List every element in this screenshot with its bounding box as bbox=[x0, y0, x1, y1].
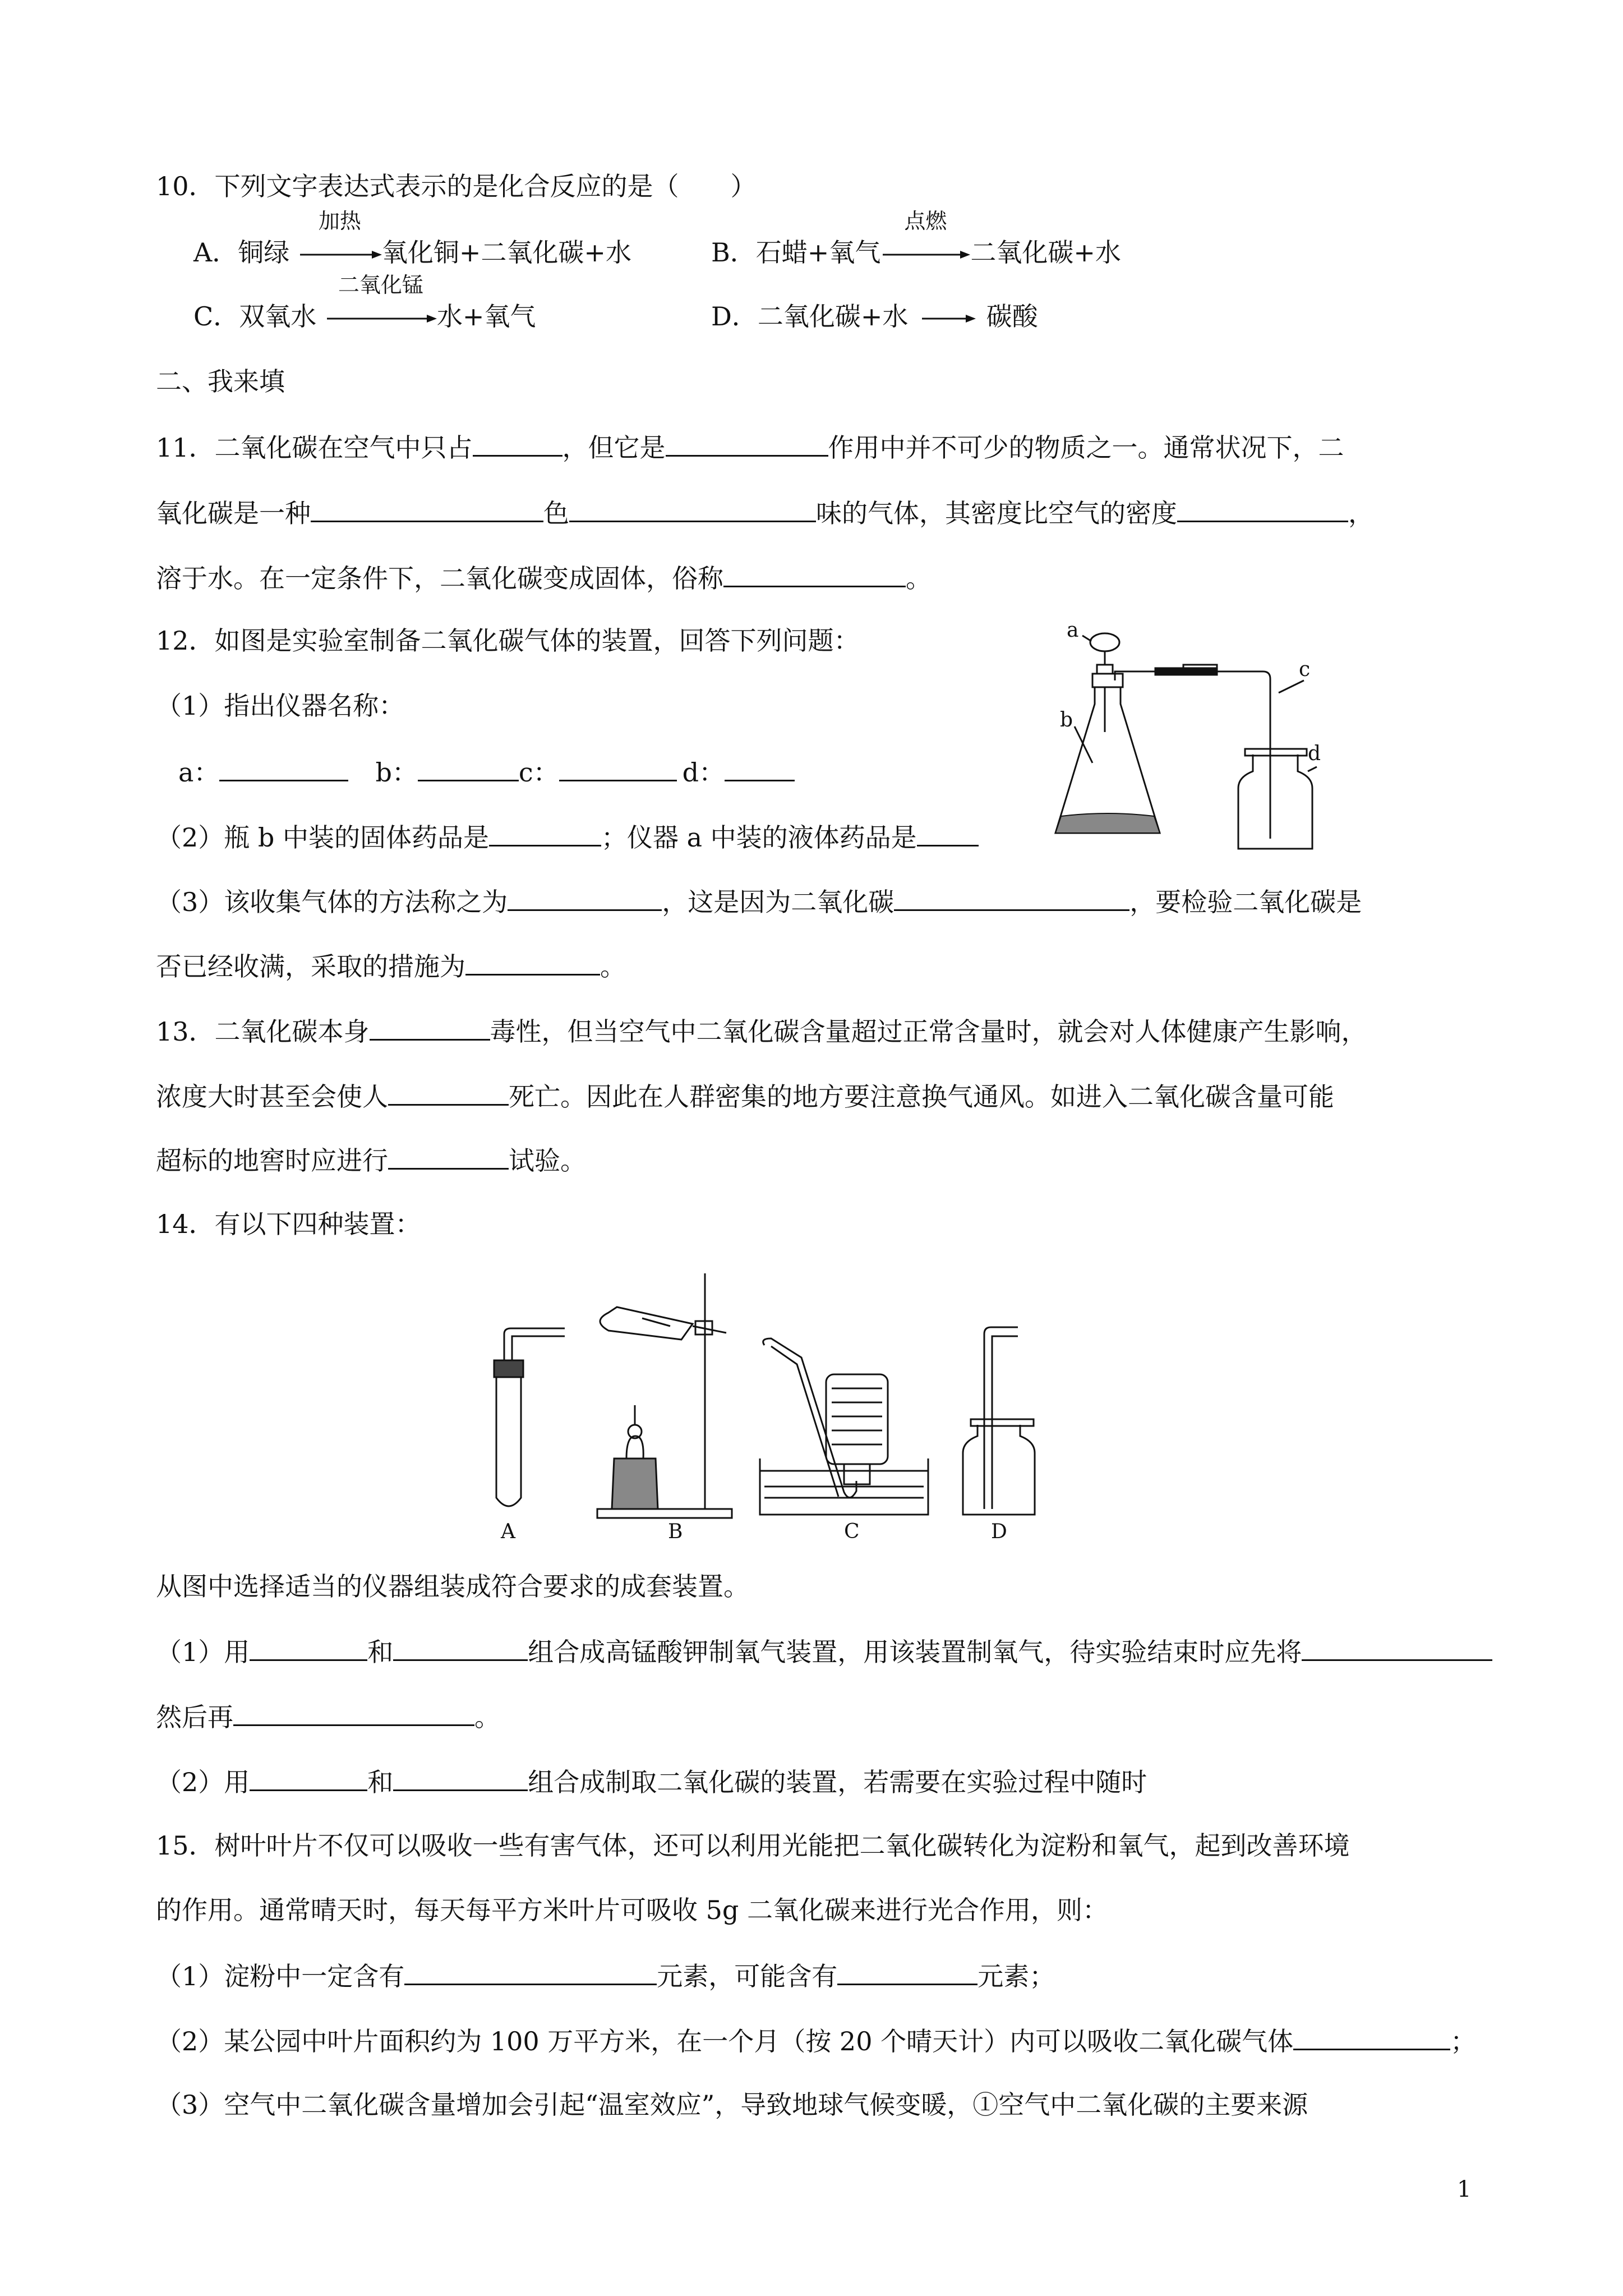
q14-text: 和 bbox=[367, 1637, 394, 1667]
q12-text: 。 bbox=[600, 951, 626, 982]
answer-blank[interactable] bbox=[393, 1634, 528, 1661]
q10-option-b bbox=[711, 209, 1121, 269]
answer-blank[interactable] bbox=[1177, 495, 1348, 522]
q14-part1 bbox=[156, 1634, 1492, 1667]
q12-part3-cont bbox=[156, 948, 626, 982]
q11-text: 作用中并不可少的物质之一。通常状况下，二 bbox=[828, 432, 1344, 463]
answer-blank[interactable] bbox=[1302, 1634, 1492, 1661]
answer-blank[interactable] bbox=[311, 495, 543, 522]
q15-text: 元素； bbox=[978, 1961, 1055, 1991]
q12-text: ，这是因为二氧化碳 bbox=[662, 887, 895, 917]
q11-line1 bbox=[156, 429, 1344, 463]
q14-text: （1）用 bbox=[156, 1637, 250, 1667]
answer-blank[interactable] bbox=[559, 754, 677, 781]
q14-text: 和 bbox=[367, 1767, 394, 1797]
q15-text: 元素，可能含有 bbox=[657, 1961, 838, 1991]
q12-text: （2）瓶 b 中装的固体药品是 bbox=[156, 822, 489, 853]
label-d: D bbox=[991, 1520, 1007, 1543]
q10-c-condition: 二氧化锰 bbox=[338, 273, 423, 297]
label-a: A bbox=[501, 1520, 515, 1543]
q15-text: （1）淀粉中一定含有 bbox=[156, 1961, 405, 1991]
answer-blank[interactable] bbox=[418, 754, 519, 781]
q13-line3 bbox=[156, 1142, 586, 1176]
answer-blank[interactable] bbox=[219, 754, 348, 781]
q10-a-product: 氧化铜+二氧化碳+水 bbox=[381, 237, 631, 268]
answer-blank[interactable] bbox=[388, 1142, 509, 1170]
label-d: d bbox=[1308, 742, 1321, 765]
answer-blank[interactable] bbox=[404, 1958, 657, 1985]
q10-option-c bbox=[193, 273, 536, 333]
answer-blank[interactable] bbox=[233, 1699, 474, 1726]
q13-text: 试验。 bbox=[509, 1145, 586, 1176]
q12-text: ，要检验二氧化碳是 bbox=[1129, 887, 1362, 917]
page-number: 1 bbox=[1457, 2177, 1472, 2202]
reaction-arrow bbox=[298, 209, 382, 269]
q11-text: 。 bbox=[906, 563, 932, 593]
answer-blank[interactable] bbox=[370, 1013, 490, 1041]
q14-part2 bbox=[156, 1764, 1147, 1797]
q12-label: a： bbox=[178, 757, 220, 788]
q14-stem: 14．有以下四种装置： bbox=[156, 1209, 421, 1239]
co2-apparatus-figure bbox=[1021, 620, 1335, 867]
label-c: C bbox=[844, 1520, 860, 1543]
q11-text: ， bbox=[1348, 498, 1374, 528]
q14-text: 。 bbox=[474, 1702, 500, 1732]
q11-text: ，但它是 bbox=[562, 432, 666, 463]
label-c: c bbox=[1299, 658, 1311, 681]
arrow-icon bbox=[880, 249, 970, 260]
q12-part2 bbox=[156, 819, 979, 853]
q13-text: 毒性，但当空气中二氧化碳含量超过正常含量时，就会对人体健康产生影响， bbox=[490, 1016, 1367, 1047]
funnel-bulb bbox=[1090, 633, 1119, 651]
q12-text: （3）该收集气体的方法称之为 bbox=[156, 887, 508, 917]
q12-label: b： bbox=[375, 757, 418, 788]
answer-blank[interactable] bbox=[569, 495, 816, 522]
answer-blank[interactable] bbox=[250, 1634, 367, 1661]
q10-d-product: 碳酸 bbox=[986, 301, 1038, 332]
q13-text: 浓度大时甚至会使人 bbox=[156, 1082, 388, 1112]
q11-text: 色 bbox=[543, 498, 569, 528]
q12-part3 bbox=[156, 884, 1362, 917]
q14-text: 组合成高锰酸钾制氧气装置，用该装置制氧气，待实验结束时应先将 bbox=[528, 1637, 1302, 1667]
q10-b-condition: 点燃 bbox=[904, 209, 947, 233]
q10-b-label: B．石蜡+氧气 bbox=[711, 237, 881, 268]
answer-blank[interactable] bbox=[508, 884, 662, 911]
q14-text: 组合成制取二氧化碳的装置，若需要在实验过程中随时 bbox=[528, 1767, 1147, 1797]
q15-text: （2）某公园中叶片面积约为 100 万平方米，在一个月（按 20 个晴天计）内可以吸收二氧化碳气体 bbox=[156, 2026, 1294, 2056]
q11-text: 11．二氧化碳在空气中只占 bbox=[156, 432, 473, 463]
q12-names bbox=[178, 754, 795, 788]
q15-line2: 的作用。通常晴天时，每天每平方米叶片可吸收 5g 二氧化碳来进行光合作用，则： bbox=[156, 1895, 1108, 1925]
q15-line1: 15．树叶叶片不仅可以吸收一些有害气体，还可以利用光能把二氧化碳转化为淀粉和氧气，起到改善环境 bbox=[156, 1830, 1350, 1861]
q11-text: 氧化碳是一种 bbox=[156, 498, 311, 528]
four-apparatus-figure bbox=[479, 1268, 1152, 1548]
q13-line1 bbox=[156, 1013, 1367, 1047]
q14-part1-cont bbox=[156, 1699, 500, 1732]
q15-text: ； bbox=[1450, 2026, 1477, 2056]
q14-text: （2）用 bbox=[156, 1767, 250, 1797]
q12-label: d： bbox=[682, 757, 725, 788]
q11-text: 溶于水。在一定条件下，二氧化碳变成固体，俗称 bbox=[156, 563, 723, 593]
q10-a-label: A．铜绿 bbox=[193, 237, 290, 268]
answer-blank[interactable] bbox=[388, 1078, 509, 1106]
q14-intro: 从图中选择适当的仪器组装成符合要求的成套装置。 bbox=[156, 1571, 749, 1602]
q12-text: ；仪器 a 中装的液体药品是 bbox=[601, 822, 917, 853]
q13-line2 bbox=[156, 1078, 1334, 1112]
answer-blank[interactable] bbox=[1293, 2023, 1450, 2050]
q12-stem: 12．如图是实验室制备二氧化碳气体的装置，回答下列问题： bbox=[156, 625, 860, 656]
arrow-icon bbox=[325, 313, 437, 324]
q12-label: c： bbox=[518, 757, 559, 788]
reaction-arrow bbox=[880, 209, 970, 269]
reaction-arrow bbox=[325, 273, 437, 333]
q15-part1 bbox=[156, 1958, 1055, 1991]
label-b: B bbox=[668, 1520, 683, 1543]
apparatus-c bbox=[760, 1338, 928, 1515]
apparatus-b bbox=[597, 1273, 732, 1518]
q12-text: 否已经收满，采取的措施为 bbox=[156, 951, 465, 982]
arrow-icon bbox=[298, 249, 382, 260]
answer-blank[interactable] bbox=[489, 819, 601, 846]
apparatus-d bbox=[963, 1327, 1035, 1515]
answer-blank[interactable] bbox=[393, 1764, 528, 1791]
answer-blank[interactable] bbox=[723, 560, 906, 587]
answer-blank[interactable] bbox=[465, 948, 600, 976]
q10-b-product: 二氧化碳+水 bbox=[970, 237, 1121, 268]
answer-blank[interactable] bbox=[917, 819, 979, 846]
q15-part3: （3）空气中二氧化碳含量增加会引起“温室效应”，导致地球气候变暖，①空气中二氧化碳的主要来源 bbox=[156, 2090, 1308, 2120]
q11-text: 味的气体，其密度比空气的密度 bbox=[816, 498, 1177, 528]
q10-c-label: C．双氧水 bbox=[193, 301, 317, 332]
q10-c-product: 水+氧气 bbox=[436, 301, 536, 332]
q10-a-condition: 加热 bbox=[318, 209, 361, 233]
reaction-arrow bbox=[916, 300, 978, 333]
label-a: a bbox=[1067, 620, 1079, 642]
q10-d-label: D．二氧化碳+水 bbox=[711, 301, 909, 332]
q13-text: 超标的地窖时应进行 bbox=[156, 1145, 388, 1176]
gas-jar bbox=[1238, 754, 1312, 849]
q10-option-a bbox=[193, 209, 631, 269]
q14-text: 然后再 bbox=[156, 1702, 233, 1732]
arrow-icon bbox=[916, 313, 978, 324]
q11-line2 bbox=[156, 495, 1374, 528]
answer-blank[interactable] bbox=[666, 429, 828, 457]
section-title: 二、我来填 bbox=[156, 366, 285, 397]
answer-blank[interactable] bbox=[250, 1764, 367, 1791]
q12-part1: （1）指出仪器名称： bbox=[156, 691, 405, 721]
answer-blank[interactable] bbox=[837, 1958, 978, 1985]
q13-text: 13．二氧化碳本身 bbox=[156, 1016, 370, 1047]
apparatus-a bbox=[494, 1328, 565, 1506]
answer-blank[interactable] bbox=[894, 884, 1129, 911]
q10-option-d bbox=[711, 300, 1038, 333]
q11-line3 bbox=[156, 560, 932, 593]
q15-part2 bbox=[156, 2023, 1476, 2056]
q10-stem: 10．下列文字表达式表示的是化合反应的是（ ） bbox=[156, 171, 757, 201]
label-b: b bbox=[1060, 708, 1073, 731]
q13-text: 死亡。因此在人群密集的地方要注意换气通风。如进入二氧化碳含量可能 bbox=[509, 1082, 1334, 1112]
answer-blank[interactable] bbox=[725, 754, 795, 781]
answer-blank[interactable] bbox=[473, 429, 562, 457]
